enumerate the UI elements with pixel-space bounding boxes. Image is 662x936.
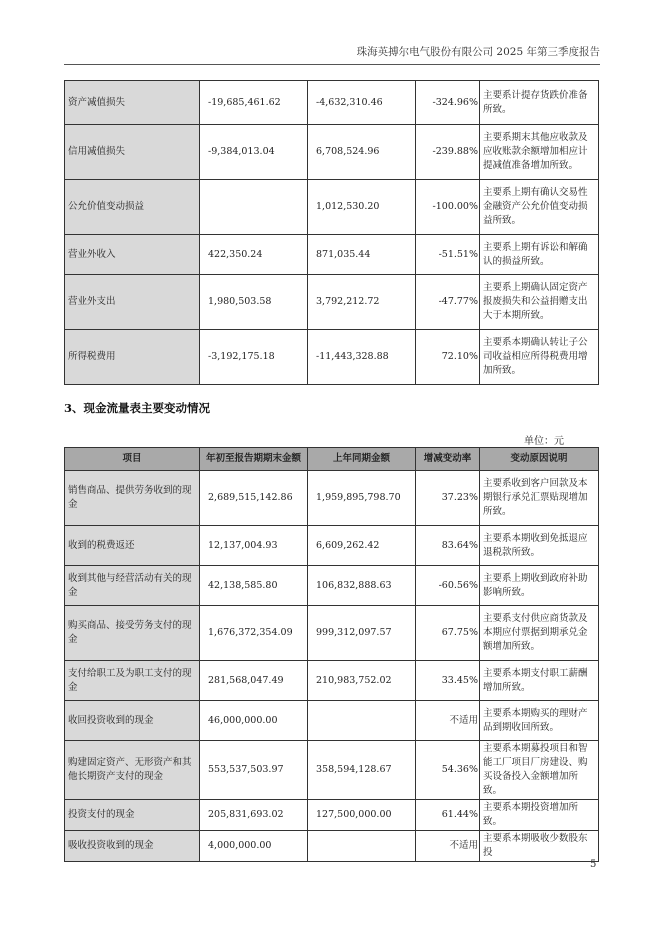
- unit-label: 单位：元: [524, 436, 564, 447]
- row-change: 54.36%: [416, 741, 480, 800]
- row-reason: 主要系上期收到政府补助影响所致。: [480, 566, 599, 606]
- row-reason: 主要系本期收到免抵退应退税款所致。: [480, 526, 599, 566]
- table-row: [65, 526, 599, 566]
- row-item: 资产减值损失: [65, 81, 200, 125]
- row-item: 公允价值变动损益: [65, 180, 200, 235]
- row-previous: 6,708,524.96: [308, 125, 416, 180]
- row-change: 33.45%: [416, 661, 480, 701]
- table-row: [65, 606, 599, 661]
- row-change: -47.77%: [416, 275, 480, 330]
- table-row: [65, 800, 599, 831]
- table-row: [65, 831, 599, 862]
- row-reason: 主要系本期募投项目和智能工厂项目厂房建设、购买设备投入金额增加所致。: [480, 741, 599, 800]
- row-item: 投资支付的现金: [65, 800, 200, 831]
- row-reason: 主要系本期支付职工薪酬增加所致。: [480, 661, 599, 701]
- header-previous: 上年同期金额: [308, 448, 416, 471]
- row-previous: 6,609,262.42: [308, 526, 416, 566]
- row-change: 不适用: [416, 701, 480, 741]
- row-reason: 主要系收到客户回款及本期银行承兑汇票贴现增加所致。: [480, 471, 599, 526]
- table-row: [65, 180, 599, 235]
- row-previous: 999,312,097.57: [308, 606, 416, 661]
- table-row: [65, 81, 599, 125]
- row-change: -239.88%: [416, 125, 480, 180]
- row-change: 不适用: [416, 831, 480, 862]
- row-current: 42,138,585.80: [200, 566, 308, 606]
- row-reason: 主要系支付供应商货款及本期应付票据到期承兑金额增加所致。: [480, 606, 599, 661]
- row-item: 所得税费用: [65, 330, 200, 385]
- header-item: 项目: [65, 448, 200, 471]
- row-previous: -4,632,310.46: [308, 81, 416, 125]
- row-reason: 主要系期末其他应收款及应收账款余额增加相应计提减值准备增加所致。: [480, 125, 599, 180]
- table-row: [65, 566, 599, 606]
- row-current: 4,000,000.00: [200, 831, 308, 862]
- row-current: 205,831,693.02: [200, 800, 308, 831]
- row-current: 12,137,004.93: [200, 526, 308, 566]
- row-previous: 1,012,530.20: [308, 180, 416, 235]
- row-current: [200, 180, 308, 235]
- row-reason: 主要系上期有确认交易性金融资产公允价值变动损益所致。: [480, 180, 599, 235]
- row-item: 收到的税费返还: [65, 526, 200, 566]
- row-change: 37.23%: [416, 471, 480, 526]
- section-title: 3、现金流量表主要变动情况: [64, 401, 211, 415]
- row-current: 2,689,515,142.86: [200, 471, 308, 526]
- table-row: [65, 701, 599, 741]
- row-item: 购买商品、接受劳务支付的现金: [65, 606, 200, 661]
- row-reason: 主要系计提存货跌价准备所致。: [480, 81, 599, 125]
- row-item: 收回投资收到的现金: [65, 701, 200, 741]
- row-previous: 358,594,128.67: [308, 741, 416, 800]
- row-previous: [308, 831, 416, 862]
- row-change: 72.10%: [416, 330, 480, 385]
- row-reason: 主要系上期确认固定资产报废损失和公益捐赠支出大于本期所致。: [480, 275, 599, 330]
- table-row: [65, 330, 599, 385]
- row-item: 收到其他与经营活动有关的现金: [65, 566, 200, 606]
- header-divider: [64, 64, 600, 65]
- row-previous: 106,832,888.63: [308, 566, 416, 606]
- row-item: 营业外支出: [65, 275, 200, 330]
- row-item: 支付给职工及为职工支付的现金: [65, 661, 200, 701]
- row-reason: 主要系本期购买的理财产品到期收回所致。: [480, 701, 599, 741]
- row-current: 1,980,503.58: [200, 275, 308, 330]
- row-current: 1,676,372,354.09: [200, 606, 308, 661]
- row-change: 67.75%: [416, 606, 480, 661]
- row-reason: 主要系上期有诉讼和解确认的损益所致。: [480, 235, 599, 275]
- row-current: 553,537,503.97: [200, 741, 308, 800]
- row-previous: 3,792,212.72: [308, 275, 416, 330]
- row-reason: 主要系本期吸收少数股东投: [480, 831, 599, 862]
- row-current: -19,685,461.62: [200, 81, 308, 125]
- row-change: -100.00%: [416, 180, 480, 235]
- row-change: 83.64%: [416, 526, 480, 566]
- table-header-row: [65, 448, 599, 471]
- row-current: -9,384,013.04: [200, 125, 308, 180]
- row-previous: 127,500,000.00: [308, 800, 416, 831]
- row-change: 61.44%: [416, 800, 480, 831]
- header-change: 增减变动率: [416, 448, 480, 471]
- row-current: -3,192,175.18: [200, 330, 308, 385]
- row-item: 销售商品、提供劳务收到的现金: [65, 471, 200, 526]
- report-header: 珠海英搏尔电气股份有限公司 2025 年第三季度报告: [356, 46, 600, 58]
- table-row: [65, 125, 599, 180]
- row-item: 信用减值损失: [65, 125, 200, 180]
- row-change: -60.56%: [416, 566, 480, 606]
- row-current: 422,350.24: [200, 235, 308, 275]
- row-current: 46,000,000.00: [200, 701, 308, 741]
- income-changes-table: [64, 80, 599, 385]
- table-row: [65, 235, 599, 275]
- row-change: -324.96%: [416, 81, 480, 125]
- header-current: 年初至报告期期末金额: [200, 448, 308, 471]
- page-number: 5: [590, 859, 597, 870]
- table-row: [65, 661, 599, 701]
- row-previous: 210,983,752.02: [308, 661, 416, 701]
- row-current: 281,568,047.49: [200, 661, 308, 701]
- row-item: 购建固定资产、无形资产和其他长期资产支付的现金: [65, 741, 200, 800]
- row-item: 营业外收入: [65, 235, 200, 275]
- row-reason: 主要系本期确认转让子公司收益相应所得税费用增加所致。: [480, 330, 599, 385]
- cashflow-changes-table: [64, 447, 599, 862]
- row-previous: 871,035.44: [308, 235, 416, 275]
- row-change: -51.51%: [416, 235, 480, 275]
- table-row: [65, 741, 599, 800]
- row-previous: 1,959,895,798.70: [308, 471, 416, 526]
- table-row: [65, 275, 599, 330]
- header-reason: 变动原因说明: [480, 448, 599, 471]
- row-previous: -11,443,328.88: [308, 330, 416, 385]
- row-item: 吸收投资收到的现金: [65, 831, 200, 862]
- row-previous: [308, 701, 416, 741]
- row-reason: 主要系本期投资增加所致。: [480, 800, 599, 831]
- table-row: [65, 471, 599, 526]
